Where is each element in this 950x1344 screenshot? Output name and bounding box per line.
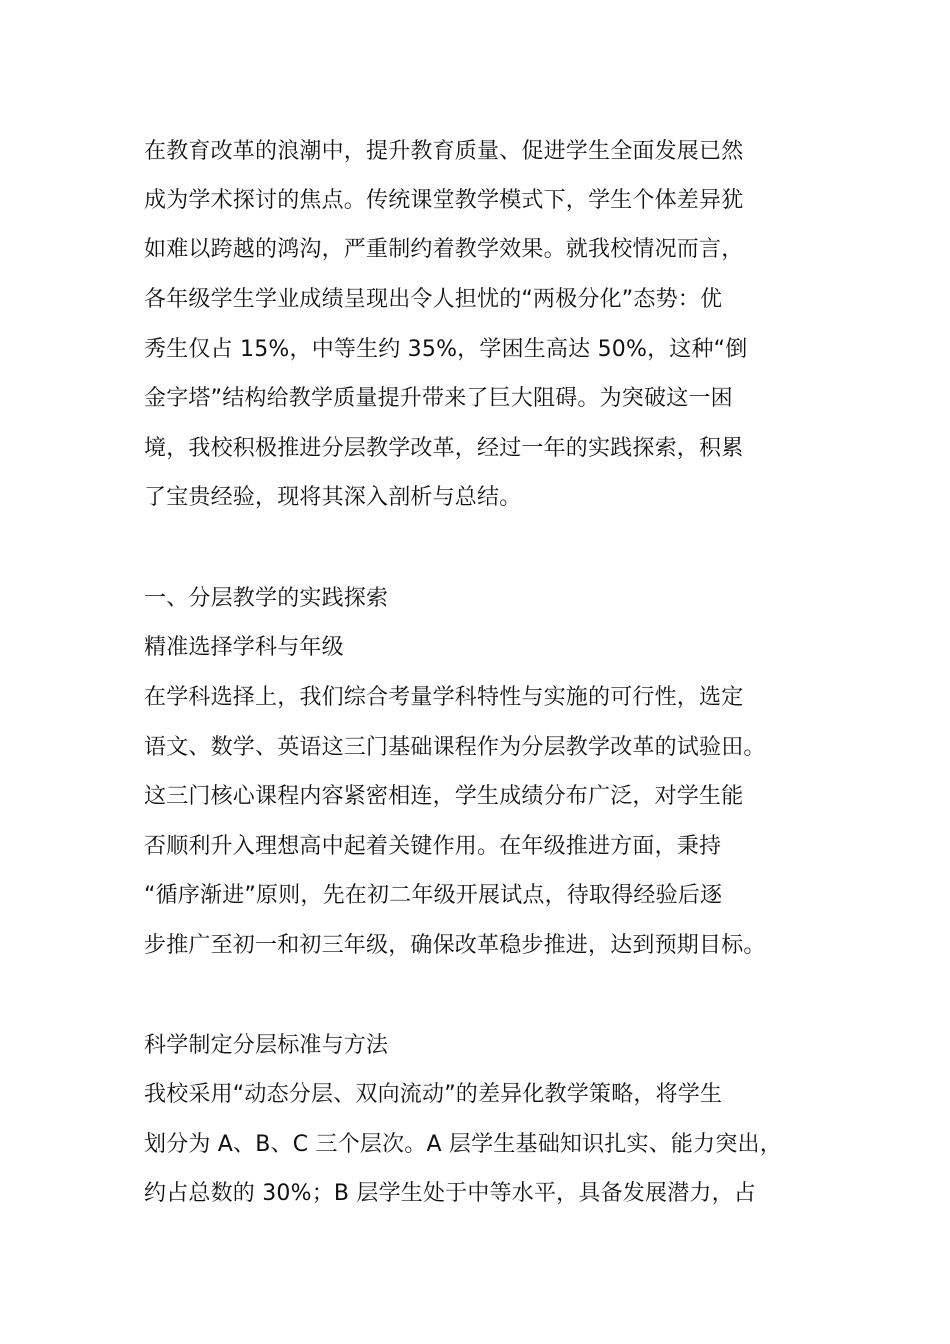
intro-paragraph-line: 成为学术探讨的焦点。传统课堂教学模式下，学生个体差异犹 bbox=[144, 188, 744, 213]
intro-paragraph-line: 各年级学生学业成绩呈现出令人担忧的“两极分化”态势：优 bbox=[144, 287, 723, 312]
intro-paragraph-line: 秀生仅占 15%，中等生约 35%，学困生高达 50%，这种“倒 bbox=[144, 337, 748, 362]
section-heading: 一、分层教学的实践探索 bbox=[144, 586, 389, 611]
intro-paragraph-line: 了宝贵经验，现将其深入剖析与总结。 bbox=[144, 485, 522, 510]
subject-paragraph-line: 在学科选择上，我们综合考量学科特性与实施的可行性，选定 bbox=[144, 685, 744, 710]
layering-paragraph-line: 约占总数的 30%；B 层学生处于中等水平，具备发展潜力，占 bbox=[144, 1181, 756, 1206]
subject-paragraph-line: 语文、数学、英语这三门基础课程作为分层教学改革的试验田。 bbox=[144, 735, 766, 760]
intro-paragraph-line: 境，我校积极推进分层教学改革，经过一年的实践探索，积累 bbox=[144, 436, 744, 461]
layering-paragraph-line: 划分为 A、B、C 三个层次。A 层学生基础知识扎实、能力突出， bbox=[144, 1132, 782, 1157]
intro-paragraph-line: 金字塔”结构给教学质量提升带来了巨大阻碍。为突破这一困 bbox=[144, 386, 733, 411]
subsection-heading: 精准选择学科与年级 bbox=[144, 635, 344, 660]
intro-paragraph-line: 如难以跨越的鸿沟，严重制约着教学效果。就我校情况而言， bbox=[144, 237, 744, 262]
subject-paragraph-line: 步推广至初一和初三年级，确保改革稳步推进，达到预期目标。 bbox=[144, 933, 766, 958]
layering-paragraph-line: 我校采用“动态分层、双向流动”的差异化教学策略，将学生 bbox=[144, 1082, 723, 1107]
subsection-heading: 科学制定分层标准与方法 bbox=[144, 1033, 389, 1058]
subject-paragraph-line: 这三门核心课程内容紧密相连，学生成绩分布广泛，对学生能 bbox=[144, 784, 744, 809]
intro-paragraph-line: 在教育改革的浪潮中，提升教育质量、促进学生全面发展已然 bbox=[144, 139, 744, 164]
subject-paragraph-line: “循序渐进”原则，先在初二年级开展试点，待取得经验后逐 bbox=[144, 883, 723, 908]
subject-paragraph-line: 否顺利升入理想高中起着关键作用。在年级推进方面，秉持 bbox=[144, 834, 722, 859]
